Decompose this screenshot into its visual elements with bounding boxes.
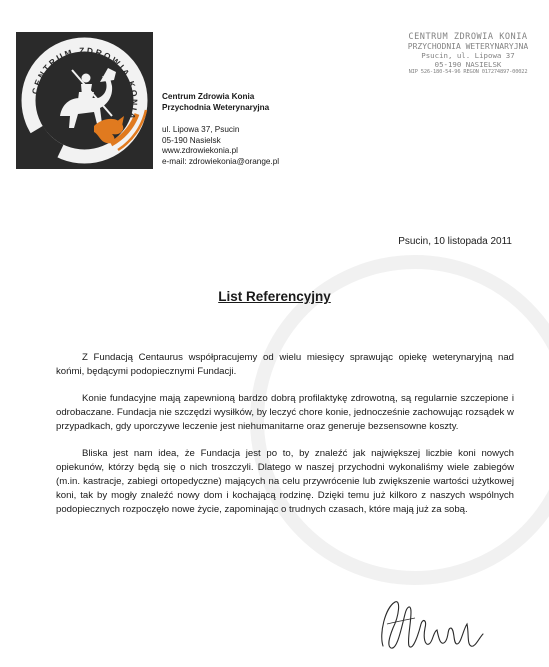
clinic-logo: [16, 32, 153, 169]
letter-title: List Referencyjny: [218, 289, 331, 304]
sender-email: e-mail: zdrowiekonia@orange.pl: [162, 156, 280, 166]
stamp-line-5: NIP 526-180-54-96 REGON 017274897-00022: [408, 69, 528, 75]
body-paragraph-1: Z Fundacją Centaurus współpracujemy od wielu miesięcy sprawując opiekę weterynaryjną nad końmi, będącymi podopiecznymi Fundacji.: [56, 352, 514, 377]
sender-name: Centrum Zdrowia Konia: [162, 92, 255, 101]
stamp-line-4: 05-190 NASIELSK: [434, 60, 502, 69]
body-paragraph-2: Konie fundacyjne mają zapewnioną bardzo dobrą profilaktykę zdrowotną, są regularnie szczepione i odrobaczane. Fundacja nie szczędzi wysiłków, by leczyć chore konie, jednocześnie zachowując rozsądek w przypadkach, gdy uporczywe leczenie jest niehumanitarne oraz generuje bezsensowne koszty.: [56, 393, 514, 432]
stamp-line-2: PRZYCHODNIA WETERYNARYJNA: [407, 42, 529, 51]
sender-name-block: [162, 91, 269, 113]
signature-scribble: [375, 594, 487, 654]
stamp-line-3: Psucin, ul. Lipowa 37: [421, 51, 515, 60]
handwritten-signature: [375, 594, 487, 659]
clinic-stamp: [398, 32, 538, 75]
letter-body: [56, 351, 514, 530]
body-paragraph-3: Bliska jest nam idea, że Fundacja jest po to, by znaleźć jak największej liczbie koni nowych opiekunów, którzy będą się o nich troszczyli. Dlatego w naszej przychodni wykonaliśmy wiele zabiegów (m.in. kastracje, zabiegi ortopedyczne) mających na celu przywrócenie lub zwiększenie wartości użytkowej koni, tak by mogły znaleźć nowy dom i kochającą rodzinę. Dzięki temu już kilkoro z naszych wspólnych podopiecznych rozpoczęło nowe życie, zapominając o trudnych czasach, które mają już za sobą.: [56, 448, 514, 515]
stamp-line-1: CENTRUM ZDROWIA KONIA: [408, 32, 528, 42]
sender-subtitle: Przychodnia Weterynaryjna: [162, 103, 270, 112]
letter-date: Psucin, 10 listopada 2011: [398, 236, 512, 247]
sender-address: [162, 125, 279, 167]
logo-ring-text: CENTRUM ZDROWIA KONIA: [29, 45, 140, 123]
rider-on-horse-slaying-dragon-icon: [16, 32, 153, 169]
sender-website: www.zdrowiekonia.pl: [162, 146, 238, 156]
sender-street: ul. Lipowa 37, Psucin: [162, 125, 240, 134]
sender-postal: 05-190 Nasielsk: [162, 135, 221, 145]
